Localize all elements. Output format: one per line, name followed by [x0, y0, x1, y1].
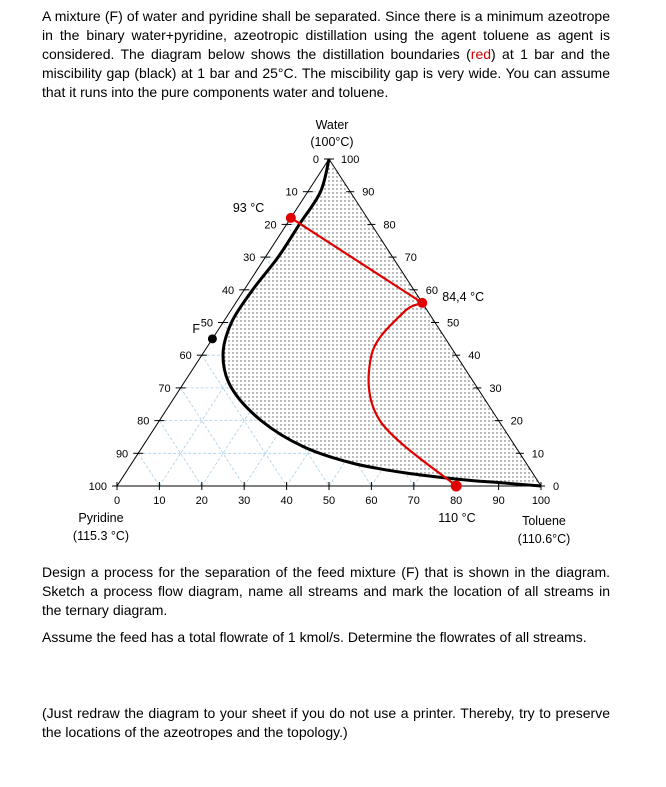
az_pyridine_toluene-label: 110 °C: [438, 511, 476, 525]
right-tick-label: 80: [383, 219, 396, 232]
az_water_toluene-label: 84,4 °C: [442, 289, 485, 304]
toluene-label: Toluene: [522, 514, 566, 528]
intro-text-part2: ) at 1 bar and the miscibility gap (black) at 1 bar and 25°C. The miscibility gap is very wide. You can assume that it runs into the pure components water and toluene.: [42, 46, 610, 100]
water-label: Water: [315, 118, 349, 132]
right-tick-label: 30: [489, 382, 502, 395]
right-tick-label: 0: [553, 481, 560, 493]
right-tick-label: 20: [510, 415, 523, 428]
bottom-tick-label: 20: [195, 495, 208, 507]
right-tick-label: 100: [341, 154, 360, 166]
az_water_pyridine-marker: [286, 213, 296, 223]
grid-line: [138, 453, 159, 486]
left-tick-label: 30: [243, 252, 256, 265]
left-tick-label: 100: [88, 481, 107, 493]
intro-text-part1: A mixture (F) of water and pyridine shall be separated. Since there is a minimum azeotrope in the binary water+pyridine, azeotropic distillation using the agent toluene as agent is considered. The diagram below shows the distillation boundaries (: [42, 8, 610, 62]
bottom-tick-label: 70: [407, 495, 420, 507]
left-tick-label: 80: [137, 415, 150, 428]
left-tick-label: 60: [179, 350, 192, 363]
bottom-tick-label: 100: [531, 495, 551, 507]
right-tick-label: 70: [404, 252, 417, 265]
ternary-diagram: [0, 112, 666, 552]
question-1: Design a process for the separation of the feed mixture (F) that is shown in the diagram. Sketch a process flow diagram, name all streams and mark the location of all streams in the ternary diagram.: [42, 564, 610, 618]
bottom-tick-label: 50: [322, 495, 336, 507]
pyridine-label: Pyridine: [78, 511, 124, 525]
feed-marker: [208, 334, 217, 343]
left-tick-label: 20: [264, 219, 277, 232]
bottom-tick-label: 10: [153, 495, 166, 507]
toluene-bp-label: (110.6°C): [517, 532, 571, 546]
bottom-tick-label: 0: [113, 495, 121, 507]
problem-intro: [42, 7, 610, 102]
right-tick-label: 60: [425, 284, 439, 297]
feed-label: F: [192, 321, 201, 336]
bottom-tick-label: 40: [280, 495, 293, 507]
intro-red-word: red: [470, 46, 492, 62]
bottom-tick-label: 60: [365, 495, 378, 507]
pyridine-bp-label: (115.3 °C): [72, 529, 130, 543]
bottom-tick-label: 30: [238, 495, 251, 507]
az_water_pyridine-label: 93 °C: [232, 200, 265, 215]
left-tick-label: 40: [221, 284, 235, 297]
miscibility-gap-fill: [223, 159, 541, 486]
right-tick-label: 90: [362, 186, 375, 199]
right-tick-label: 50: [447, 317, 460, 330]
right-tick-label: 40: [468, 350, 481, 363]
left-tick-label: 10: [285, 186, 298, 199]
bottom-tick-label: 80: [450, 495, 463, 507]
az_pyridine_toluene-marker: [451, 481, 462, 492]
bottom-tick-label: 90: [492, 495, 505, 507]
grid-line: [181, 388, 245, 486]
question-2: Assume the feed has a total flowrate of 1 kmol/s. Determine the flowrates of all streams.: [42, 629, 587, 645]
az_water_toluene-marker: [417, 298, 427, 308]
note: (Just redraw the diagram to your sheet if you do not use a printer. Thereby, try to preserve the locations of the azeotropes and the topology.): [42, 705, 610, 740]
left-tick-label: 90: [115, 448, 129, 461]
left-tick-label: 0: [312, 154, 319, 166]
water-bp-label: (100°C): [310, 135, 354, 149]
right-tick-label: 10: [531, 448, 545, 461]
left-tick-label: 70: [158, 382, 171, 395]
left-tick-label: 50: [200, 317, 213, 330]
